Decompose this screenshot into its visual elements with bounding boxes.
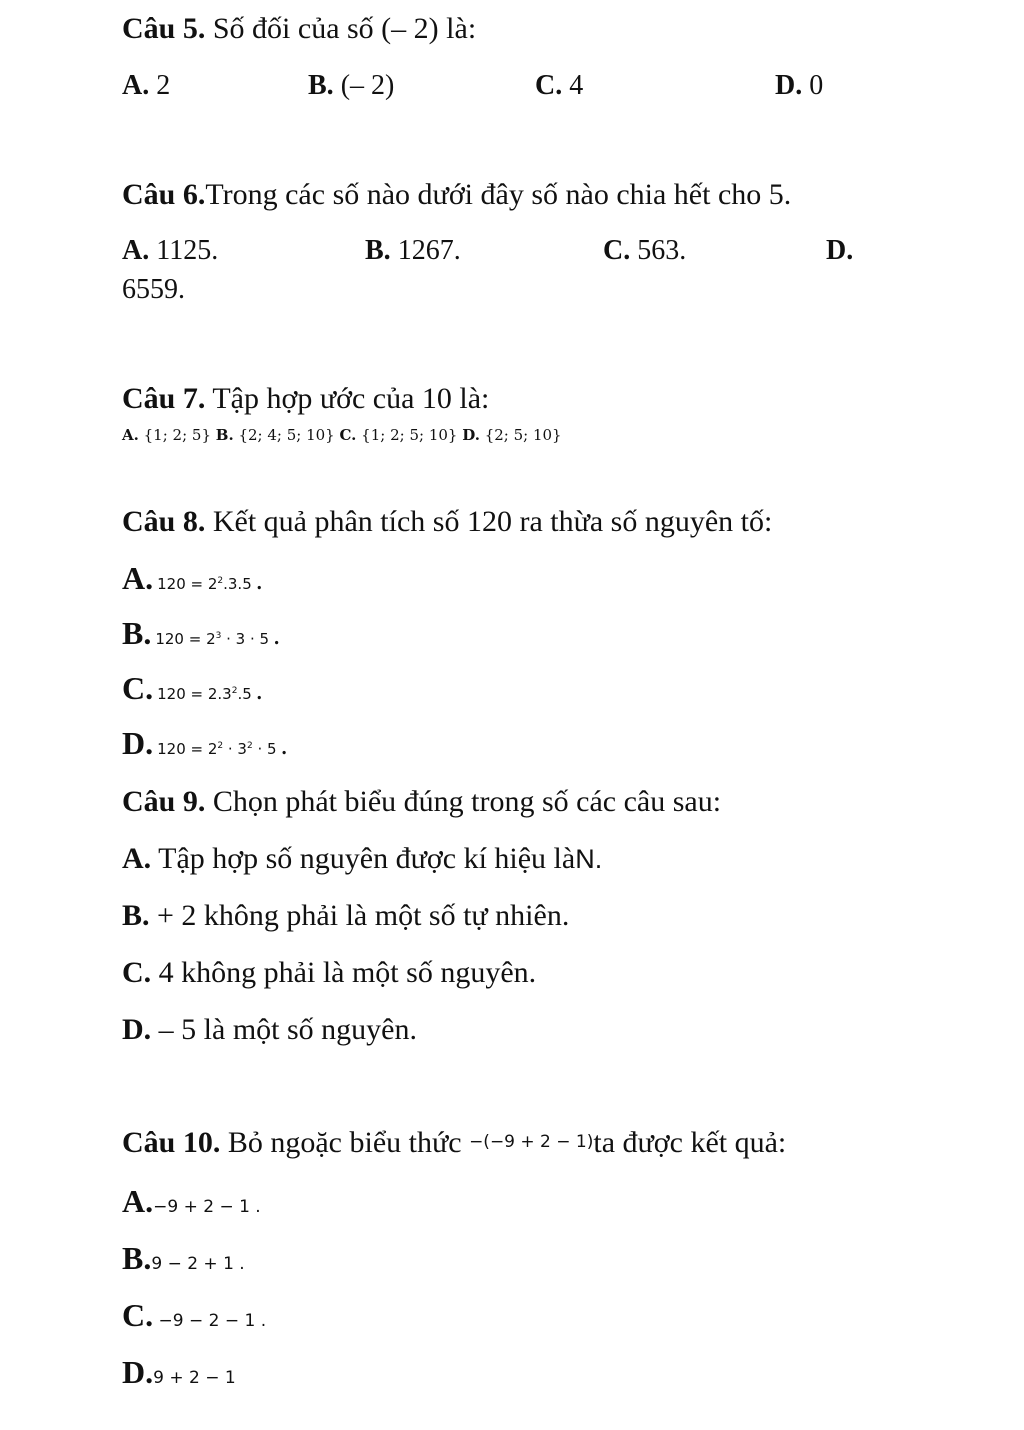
q8-a-period: . (255, 565, 263, 596)
q6-option-b (365, 235, 461, 267)
question-10-text-before: Bỏ ngoặc biểu thức (220, 1126, 470, 1159)
q5-option-a (122, 70, 170, 102)
question-7-text: Tập hợp ước của 10 là: (205, 382, 490, 415)
q10-option-d (122, 1354, 236, 1391)
q5-option-c-text: 4 (562, 70, 584, 101)
q10-option-b-text: 9 − 2 + 1 . (151, 1254, 245, 1274)
q8-b-base: 120 = 2 (155, 630, 216, 648)
q10-option-d-label: D. (122, 1354, 154, 1390)
q5-option-b-label: B. (308, 70, 334, 101)
q8-b-exp: 3 (215, 631, 222, 641)
q10-option-a (122, 1183, 261, 1220)
q7-option-b-label: B. (215, 426, 234, 444)
q5-option-a-label: A. (122, 70, 150, 101)
q8-option-d-expr (157, 740, 276, 758)
question-6-label: Câu 6. (122, 178, 206, 211)
question-7-label: Câu 7. (122, 382, 206, 415)
q9-option-b-label: B. (122, 899, 150, 932)
q6-option-a-label: A. (122, 235, 150, 266)
q9-option-c (122, 956, 536, 990)
q6-option-d-label (826, 235, 853, 267)
q8-d-rest: · 5 (252, 740, 277, 758)
q10-option-c-text: −9 − 2 − 1 . (153, 1311, 267, 1331)
q6-option-a-text: 1125. (149, 235, 219, 266)
q8-c-rest: .5 (237, 685, 252, 703)
q9-option-d (122, 1013, 417, 1047)
q5-option-c (535, 70, 583, 102)
q8-option-b-expr (155, 630, 269, 648)
q6-option-c-text: 563. (630, 235, 687, 266)
q8-option-d-label: D. (122, 725, 154, 761)
q8-c-period: . (255, 675, 263, 706)
q8-option-c (122, 670, 263, 707)
q9-option-a (122, 842, 602, 876)
q10-option-a-label: A. (122, 1183, 154, 1219)
q8-option-c-expr (157, 685, 252, 703)
q5-option-b-text: (– 2) (333, 70, 395, 101)
question-9 (122, 785, 721, 819)
q7-option-a-label: A. (122, 426, 139, 444)
q8-b-rest: · 3 · 5 (221, 630, 270, 648)
question-10 (122, 1126, 786, 1160)
q8-d-period: . (280, 730, 288, 761)
q9-option-d-label: D. (122, 1013, 152, 1046)
question-10-expression: −(−9 + 2 − 1) (469, 1132, 594, 1152)
question-8-text: Kết quả phân tích số 120 ra thừa số nguyên tố: (205, 505, 773, 538)
q8-d-mid: · 3 (223, 740, 247, 758)
q6-option-c-label: C. (603, 235, 631, 266)
q9-option-c-label: C. (122, 956, 152, 989)
q7-option-d-label: D. (462, 426, 480, 444)
q9-option-b (122, 899, 569, 933)
q7-option-c-label: C. (339, 426, 357, 444)
question-5-label: Câu 5. (122, 12, 206, 45)
q10-option-c-label: C. (122, 1297, 154, 1333)
q9-option-b-text: + 2 không phải là một số tự nhiên. (149, 899, 570, 932)
q10-option-d-text: 9 + 2 − 1 (153, 1368, 236, 1388)
q8-d-exp1: 2 (217, 741, 224, 751)
q9-option-a-label: A. (122, 842, 152, 875)
q9-option-d-text: – 5 là một số nguyên. (151, 1013, 417, 1046)
q9-option-a-text: Tập hợp số nguyên được kí hiệu là (151, 842, 576, 875)
q8-option-d (122, 725, 288, 762)
q8-a-exp: 2 (217, 576, 224, 586)
question-5 (122, 12, 476, 46)
q9-option-a-symbol: N. (575, 844, 603, 874)
q8-a-rest: .3.5 (223, 575, 252, 593)
q7-options-line (122, 426, 562, 444)
question-9-text: Chọn phát biểu đúng trong số các câu sau: (205, 785, 722, 818)
q8-d-base: 120 = 2 (157, 740, 218, 758)
q5-option-c-label: C. (535, 70, 563, 101)
question-6 (122, 178, 791, 212)
q10-option-a-text: −9 + 2 − 1 . (153, 1197, 261, 1217)
q9-option-c-text: 4 không phải là một số nguyên. (151, 956, 537, 989)
question-6-text: Trong các số nào dưới đây số nào chia hết cho 5. (205, 178, 792, 211)
question-8 (122, 505, 772, 539)
q5-option-d-text: 0 (802, 70, 824, 101)
question-10-text-after: ta được kết quả: (593, 1126, 787, 1159)
question-5-text: Số đối của số (– 2) là: (205, 12, 477, 45)
q8-a-base: 120 = 2 (157, 575, 218, 593)
q6-option-d-letter: D. (826, 235, 854, 266)
q5-option-a-text: 2 (149, 70, 171, 101)
q6-option-b-text: 1267. (390, 235, 461, 266)
q8-option-b (122, 615, 280, 652)
q7-option-d-text: {2; 5; 10} (479, 426, 562, 444)
q8-b-period: . (273, 620, 281, 651)
q6-option-b-label: B. (365, 235, 391, 266)
q5-option-d (775, 70, 823, 102)
q6-option-c (603, 235, 686, 267)
q10-option-c (122, 1297, 266, 1334)
question-7 (122, 382, 489, 416)
q7-option-b-text: {2; 4; 5; 10} (233, 426, 340, 444)
q5-option-b (308, 70, 394, 102)
q6-option-a (122, 235, 218, 267)
q8-option-a (122, 560, 263, 597)
q5-option-d-label: D. (775, 70, 803, 101)
q7-option-a-text: {1; 2; 5} (138, 426, 216, 444)
question-8-label: Câu 8. (122, 505, 206, 538)
q8-option-c-label: C. (122, 670, 154, 706)
question-9-label: Câu 9. (122, 785, 206, 818)
q8-option-b-label: B. (122, 615, 152, 651)
q8-d-exp2: 2 (246, 741, 253, 751)
q8-option-a-label: A. (122, 560, 154, 596)
q10-option-b-label: B. (122, 1240, 152, 1276)
q8-c-base: 120 = 2.3 (157, 685, 232, 703)
q8-option-a-expr (157, 575, 252, 593)
question-10-label: Câu 10. (122, 1126, 221, 1159)
q10-option-b (122, 1240, 245, 1277)
q8-c-exp: 2 (231, 686, 238, 696)
q6-option-d-text: 6559. (122, 274, 185, 305)
q7-option-c-text: {1; 2; 5; 10} (356, 426, 463, 444)
